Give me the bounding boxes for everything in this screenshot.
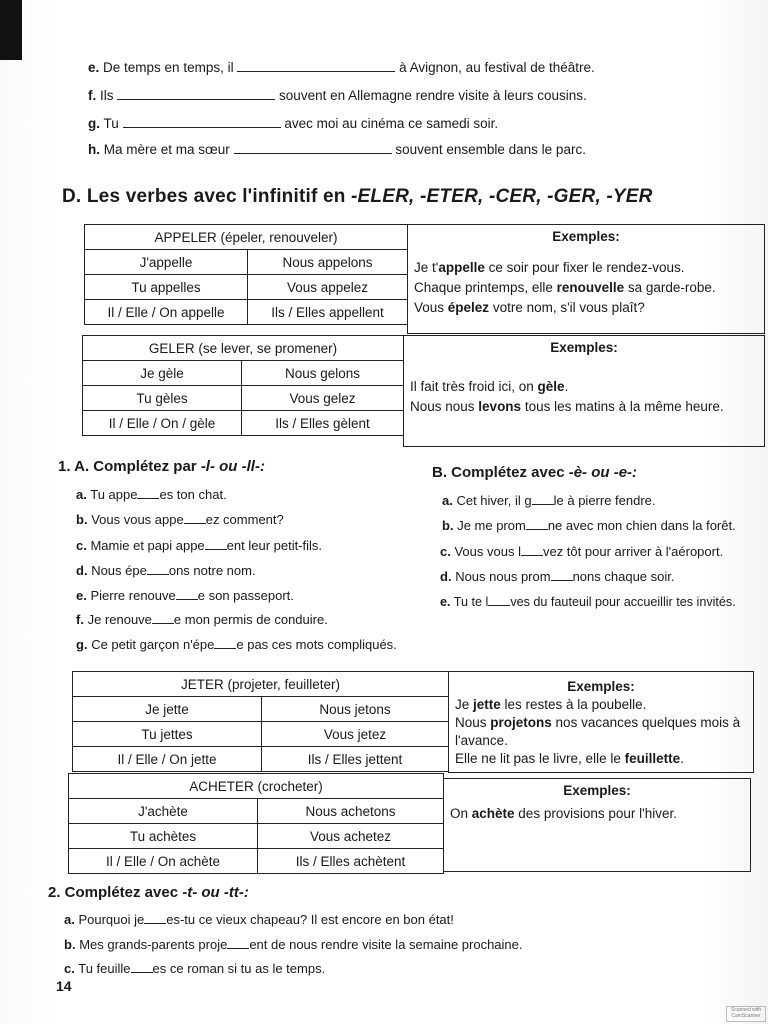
table-cell: Ils / Elles gèlent [242,411,404,436]
answer-blank[interactable] [227,938,249,949]
table-cell: Tu achètes [69,824,258,849]
example-line: Je t'appelle ce soir pour fixer le rendez-vous. [414,260,685,275]
example-line: l'avance. [455,733,508,748]
table-cell: Il / Elle / On appelle [85,300,248,325]
answer-blank[interactable] [176,589,198,600]
acheter-table [68,773,444,874]
exercise-1a-item: g. Ce petit garçon n'épe e pas ces mots compliqués. [76,637,397,652]
answer-blank[interactable] [488,595,510,606]
answer-blank[interactable] [214,638,236,649]
table-cell: Ils / Elles jettent [262,747,449,772]
exercise-line-h: h. Ma mère et ma sœur souvent ensemble dans le parc. [88,142,586,157]
scan-edge-shadow [0,0,22,60]
exercise-1a-item: a. Tu appe es ton chat. [76,487,227,502]
exercise-1a-item: c. Mamie et papi appe ent leur petit-fils. [76,538,323,553]
example-line: Nous projetons nos vacances quelques mois à [455,715,741,730]
acheter-examples [443,778,751,872]
table-cell: Ils / Elles appellent [248,300,408,325]
answer-blank[interactable] [521,545,543,556]
exercise-1b-item: d. Nous nous prom nons chaque soir. [440,569,675,584]
table-cell: Vous achetez [258,824,444,849]
example-line: Chaque printemps, elle renouvelle sa garde-robe. [414,280,716,295]
answer-blank[interactable] [131,962,153,973]
answer-blank[interactable] [526,519,548,530]
answer-blank[interactable] [144,913,166,924]
table-cell: J'appelle [85,250,248,275]
acheter-title: ACHETER (crocheter) [69,774,444,799]
answer-blank[interactable] [147,564,169,575]
table-cell: Tu appelles [85,275,248,300]
exercise-1b-heading: B. Complétez avec -è- ou -e-: [432,464,638,481]
exercise-2-item: b. Mes grands-parents proje ent de nous rendre visite la semaine prochaine. [64,937,523,952]
table-cell: Il / Elle / On / gèle [83,411,242,436]
table-cell: Il / Elle / On achète [69,849,258,874]
example-line: Nous nous levons tous les matins à la même heure. [410,399,724,414]
jeter-title: JETER (projeter, feuilleter) [73,672,449,697]
table-cell: Nous appelons [248,250,408,275]
exercise-1b-item: b. Je me prom ne avec mon chien dans la forêt. [442,518,736,533]
exercise-1a-item: d. Nous épe ons notre nom. [76,563,256,578]
example-line: On achète des provisions pour l'hiver. [450,806,677,821]
examples-title: Exemples: [550,340,618,355]
exercise-1b-item: e. Tu te l ves du fauteuil pour accueillir tes invités. [440,595,736,609]
answer-blank[interactable] [137,488,159,499]
geler-examples [403,335,765,447]
exercise-2-heading: 2. Complétez avec -t- ou -tt-: [48,884,249,901]
answer-blank[interactable] [205,539,227,550]
exercise-1a-item: e. Pierre renouve e son passeport. [76,588,294,603]
example-line: Je jette les restes à la poubelle. [455,697,647,712]
table-cell: Nous gelons [242,361,404,386]
exercise-1b-item: c. Vous vous l vez tôt pour arriver à l'aéroport. [440,544,724,559]
examples-title: Exemples: [563,783,631,798]
table-cell: Nous achetons [258,799,444,824]
table-cell: Je gèle [83,361,242,386]
examples-title: Exemples: [567,679,635,694]
table-cell: Tu jettes [73,722,262,747]
table-cell: Je jette [73,697,262,722]
exercise-1a-item: b. Vous vous appe ez comment? [76,512,284,527]
exercise-2-item: a. Pourquoi je es-tu ce vieux chapeau? Il est encore en bon état! [64,912,454,927]
example-line: Vous épelez votre nom, s'il vous plaît? [414,300,645,315]
exercise-line-e: e. De temps en temps, il à Avignon, au festival de théâtre. [88,60,595,75]
jeter-examples [448,671,754,773]
example-line: Elle ne lit pas le livre, elle le feuillette. [455,751,684,766]
scanner-watermark: Scanned with CamScanner [726,1006,766,1022]
appeler-title: APPELER (épeler, renouveler) [85,225,408,250]
example-line: Il fait très froid ici, on gèle. [410,379,569,394]
table-cell: Vous appelez [248,275,408,300]
jeter-table [72,671,449,772]
exercise-line-f: f. Ils souvent en Allemagne rendre visite à leurs cousins. [88,88,587,103]
page-number: 14 [56,978,72,994]
table-cell: Tu gèles [83,386,242,411]
exercise-1b-item: a. Cet hiver, il g le à pierre fendre. [442,493,656,508]
examples-title: Exemples: [552,229,620,244]
answer-blank[interactable] [532,494,554,505]
geler-table [82,335,404,436]
exercise-1a-heading: 1. A. Complétez par -l- ou -ll-: [58,458,265,475]
section-d-heading: D. Les verbes avec l'infinitif en -ELER, -ETER, -CER, -GER, -YER [62,186,653,207]
appeler-examples [407,224,765,334]
exercise-1a-item: f. Je renouve e mon permis de conduire. [76,612,328,627]
answer-blank[interactable] [152,613,174,624]
table-cell: Vous jetez [262,722,449,747]
table-cell: Il / Elle / On jette [73,747,262,772]
exercise-line-g: g. Tu avec moi au cinéma ce samedi soir. [88,116,499,131]
table-cell: Ils / Elles achètent [258,849,444,874]
appeler-table [84,224,408,325]
table-cell: Nous jetons [262,697,449,722]
table-cell: J'achète [69,799,258,824]
table-cell: Vous gelez [242,386,404,411]
geler-title: GELER (se lever, se promener) [83,336,404,361]
answer-blank[interactable] [551,570,573,581]
exercise-2-item: c. Tu feuille es ce roman si tu as le temps. [64,961,326,976]
answer-blank[interactable] [184,513,206,524]
